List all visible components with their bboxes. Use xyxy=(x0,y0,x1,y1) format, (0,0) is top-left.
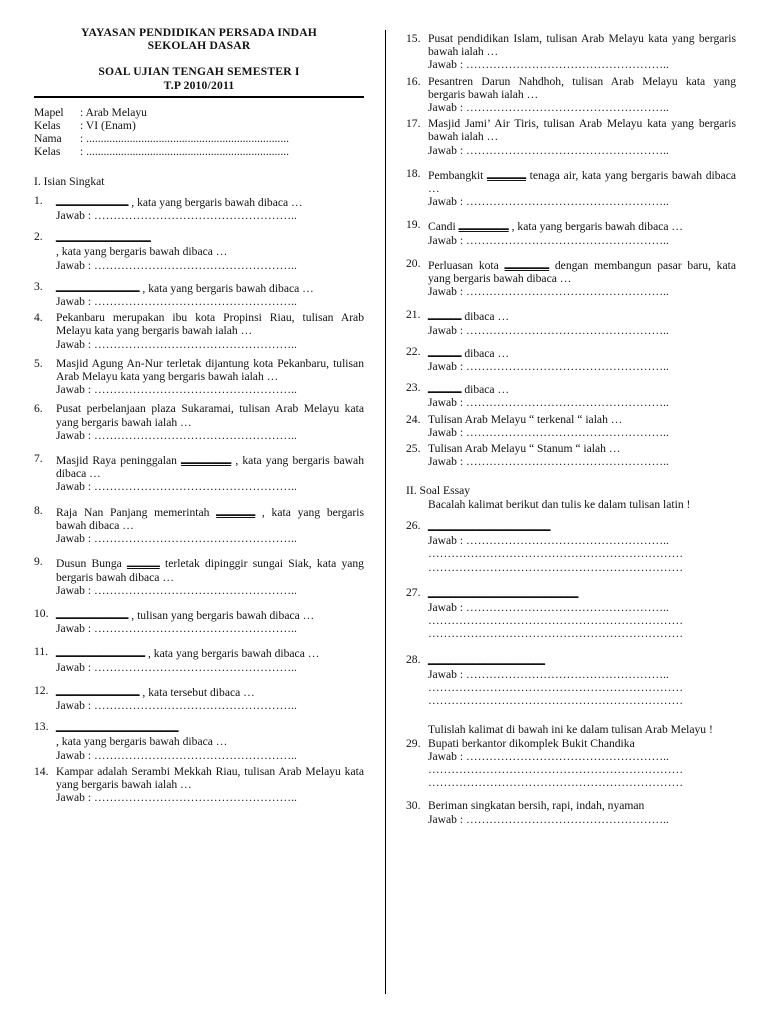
section-title-essay: II. Soal Essay xyxy=(406,484,471,498)
academic-year: T.P 2010/2011 xyxy=(163,78,235,92)
question-21: 21. ــــــ dibaca … Jawab : …………………………………………….. xyxy=(406,303,669,337)
question-12: 12. ـــــــــــــــ , kata tersebut dibaca … Jawab : …………………………………………….. xyxy=(34,678,297,712)
right-column xyxy=(406,32,736,826)
question-28: 28. ـــــــــــــــــــــ Jawab : …………………………………………….. ………………………………………………………… ………………………………………………………… xyxy=(406,647,684,708)
question-6: 6. Pusat perbelanjaan plaza Sukaramai, tulisan Arab Melayu kata yang bergaris bawah ialah … Jawab : …………………………………………….. xyxy=(34,402,364,442)
question-18: 18. Pembangkit ـــــــ tenaga air, kata yang bergaris bawah dibaca … Jawab : …………………………………………….. xyxy=(406,161,736,209)
question-25: 25. Tulisan Arab Melayu “ Stanum “ ialah … Jawab : …………………………………………….. xyxy=(406,442,669,469)
column-divider xyxy=(385,30,386,994)
section-title: I. Isian Singkat xyxy=(34,174,105,188)
meta-row: Nama : ...................................................................... xyxy=(34,132,290,146)
question-26: 26. ــــــــــــــــــــــ Jawab : …………………………………………….. ………………………………………………………… ………………………………………………………… xyxy=(406,513,684,574)
question-9: 9. Dusun Bunga ـــــــ terletak dipinggir sungai Siak, kata yang bergaris bawah dibaca … Jawab : …………………………………………….. xyxy=(34,552,364,597)
essay-intro-2: Tulislah kalimat di bawah ini ke dalam tulisan Arab Melayu ! xyxy=(428,723,713,737)
question-3: 3. ـــــــــــــــ , kata yang bergaris bawah dibaca … Jawab : …………………………………………….. xyxy=(34,274,314,309)
exam-title: SOAL UJIAN TENGAH SEMESTER I xyxy=(98,65,300,79)
question-11: 11. ــــــــــــــــ , kata yang bergaris bawah dibaca … Jawab : …………………………………………….. xyxy=(34,640,320,674)
question-10: 10. ـــــــــــــ , tulisan yang bergaris bawah dibaca … Jawab : …………………………………………….. xyxy=(34,601,315,636)
question-13: 13. ــــــــــــــــــــــ , kata yang bergaris bawah dibaca … Jawab : …………………………………………….. xyxy=(34,715,297,762)
question-7: 7. Masjid Raya peninggalan ـــــــــ , kata yang bergaris bawah dibaca … Jawab : …………………………………………….. xyxy=(34,447,364,494)
question-29: 29. Bupati berkantor dikomplek Bukit Chandika Jawab : …………………………………………….. ………………………………………………………… ………………………………………………………… xyxy=(406,736,684,790)
question-30: 30. Beriman singkatan bersih, rapi, indah, nyaman Jawab : …………………………………………….. xyxy=(406,799,669,826)
question-8: 8. Raja Nan Panjang memerintah ـــــــ , kata yang bergaris bawah dibaca … Jawab : …………………………………………….. xyxy=(34,498,364,546)
question-23: 23. ــــــ dibaca … Jawab : …………………………………………….. xyxy=(406,376,669,410)
question-17: 17. Masjid Jami’ Air Tiris, tulisan Arab Melayu kata yang bergaris bawah ialah … Jawab : …………………………………………….. xyxy=(406,117,736,157)
question-27: 27. ـــــــــــــــــــــــــــ Jawab : …………………………………………….. ………………………………………………………… ………………………………………………………… xyxy=(406,580,684,641)
meta-row: Kelas : ...................................................................... xyxy=(34,145,290,159)
left-column xyxy=(34,26,364,804)
question-15: 15. Pusat pendidikan Islam, tulisan Arab Melayu kata yang bergaris bawah ialah … Jawab : …………………………………………….. xyxy=(406,32,736,72)
question-4: 4. Pekanbaru merupakan ibu kota Propinsi Riau, tulisan Arab Melayu kata yang bergaris bawah ialah … Jawab : …………………………………………….. xyxy=(34,311,364,351)
question-22: 22. ــــــ dibaca … Jawab : …………………………………………….. xyxy=(406,339,669,374)
essay-intro: Bacalah kalimat berikut dan tulis ke dalam tulisan latin ! xyxy=(428,497,691,511)
question-19: 19. Candi ـــــــــ , kata yang bergaris bawah dibaca … Jawab : …………………………………………….. xyxy=(406,213,683,247)
meta-block xyxy=(34,106,364,159)
question-24: 24. Tulisan Arab Melayu “ terkenal “ ialah … Jawab : …………………………………………….. xyxy=(406,412,669,439)
school-level: SEKOLAH DASAR xyxy=(147,39,251,53)
question-16: 16. Pesantren Darun Nahdhoh, tulisan Arab Melayu kata yang bergaris bawah ialah … Jawab : …………………………………………….. xyxy=(406,74,736,115)
header-rule xyxy=(34,96,364,98)
question-1: 1. ـــــــــــــ , kata yang bergaris bawah dibaca … Jawab : …………………………………………….. xyxy=(34,188,303,223)
question-5: 5. Masjid Agung An-Nur terletak dijantung kota Pekanbaru, tulisan Arab Melayu kata yang bergaris bawah ialah … Jawab : …………………………………………….. xyxy=(34,356,364,397)
question-20: 20. Perluasan kota ــــــــ dengan membangun pasar baru, kata yang bergaris bawah dibaca … Jawab : …………………………………………….. xyxy=(406,251,736,299)
question-2: 2. ـــــــــــــــــ , kata yang bergaris bawah dibaca … Jawab : …………………………………………….. xyxy=(34,225,297,272)
school-name: YAYASAN PENDIDIKAN PERSADA INDAH xyxy=(80,26,318,39)
meta-row: Kelas : VI (Enam) xyxy=(34,119,136,133)
meta-row: Mapel : Arab Melayu xyxy=(34,105,147,119)
question-14: 14. Kampar adalah Serambi Mekkah Riau, tulisan Arab Melayu kata yang bergaris bawah ialah … Jawab : …………………………………………….. xyxy=(34,764,364,805)
